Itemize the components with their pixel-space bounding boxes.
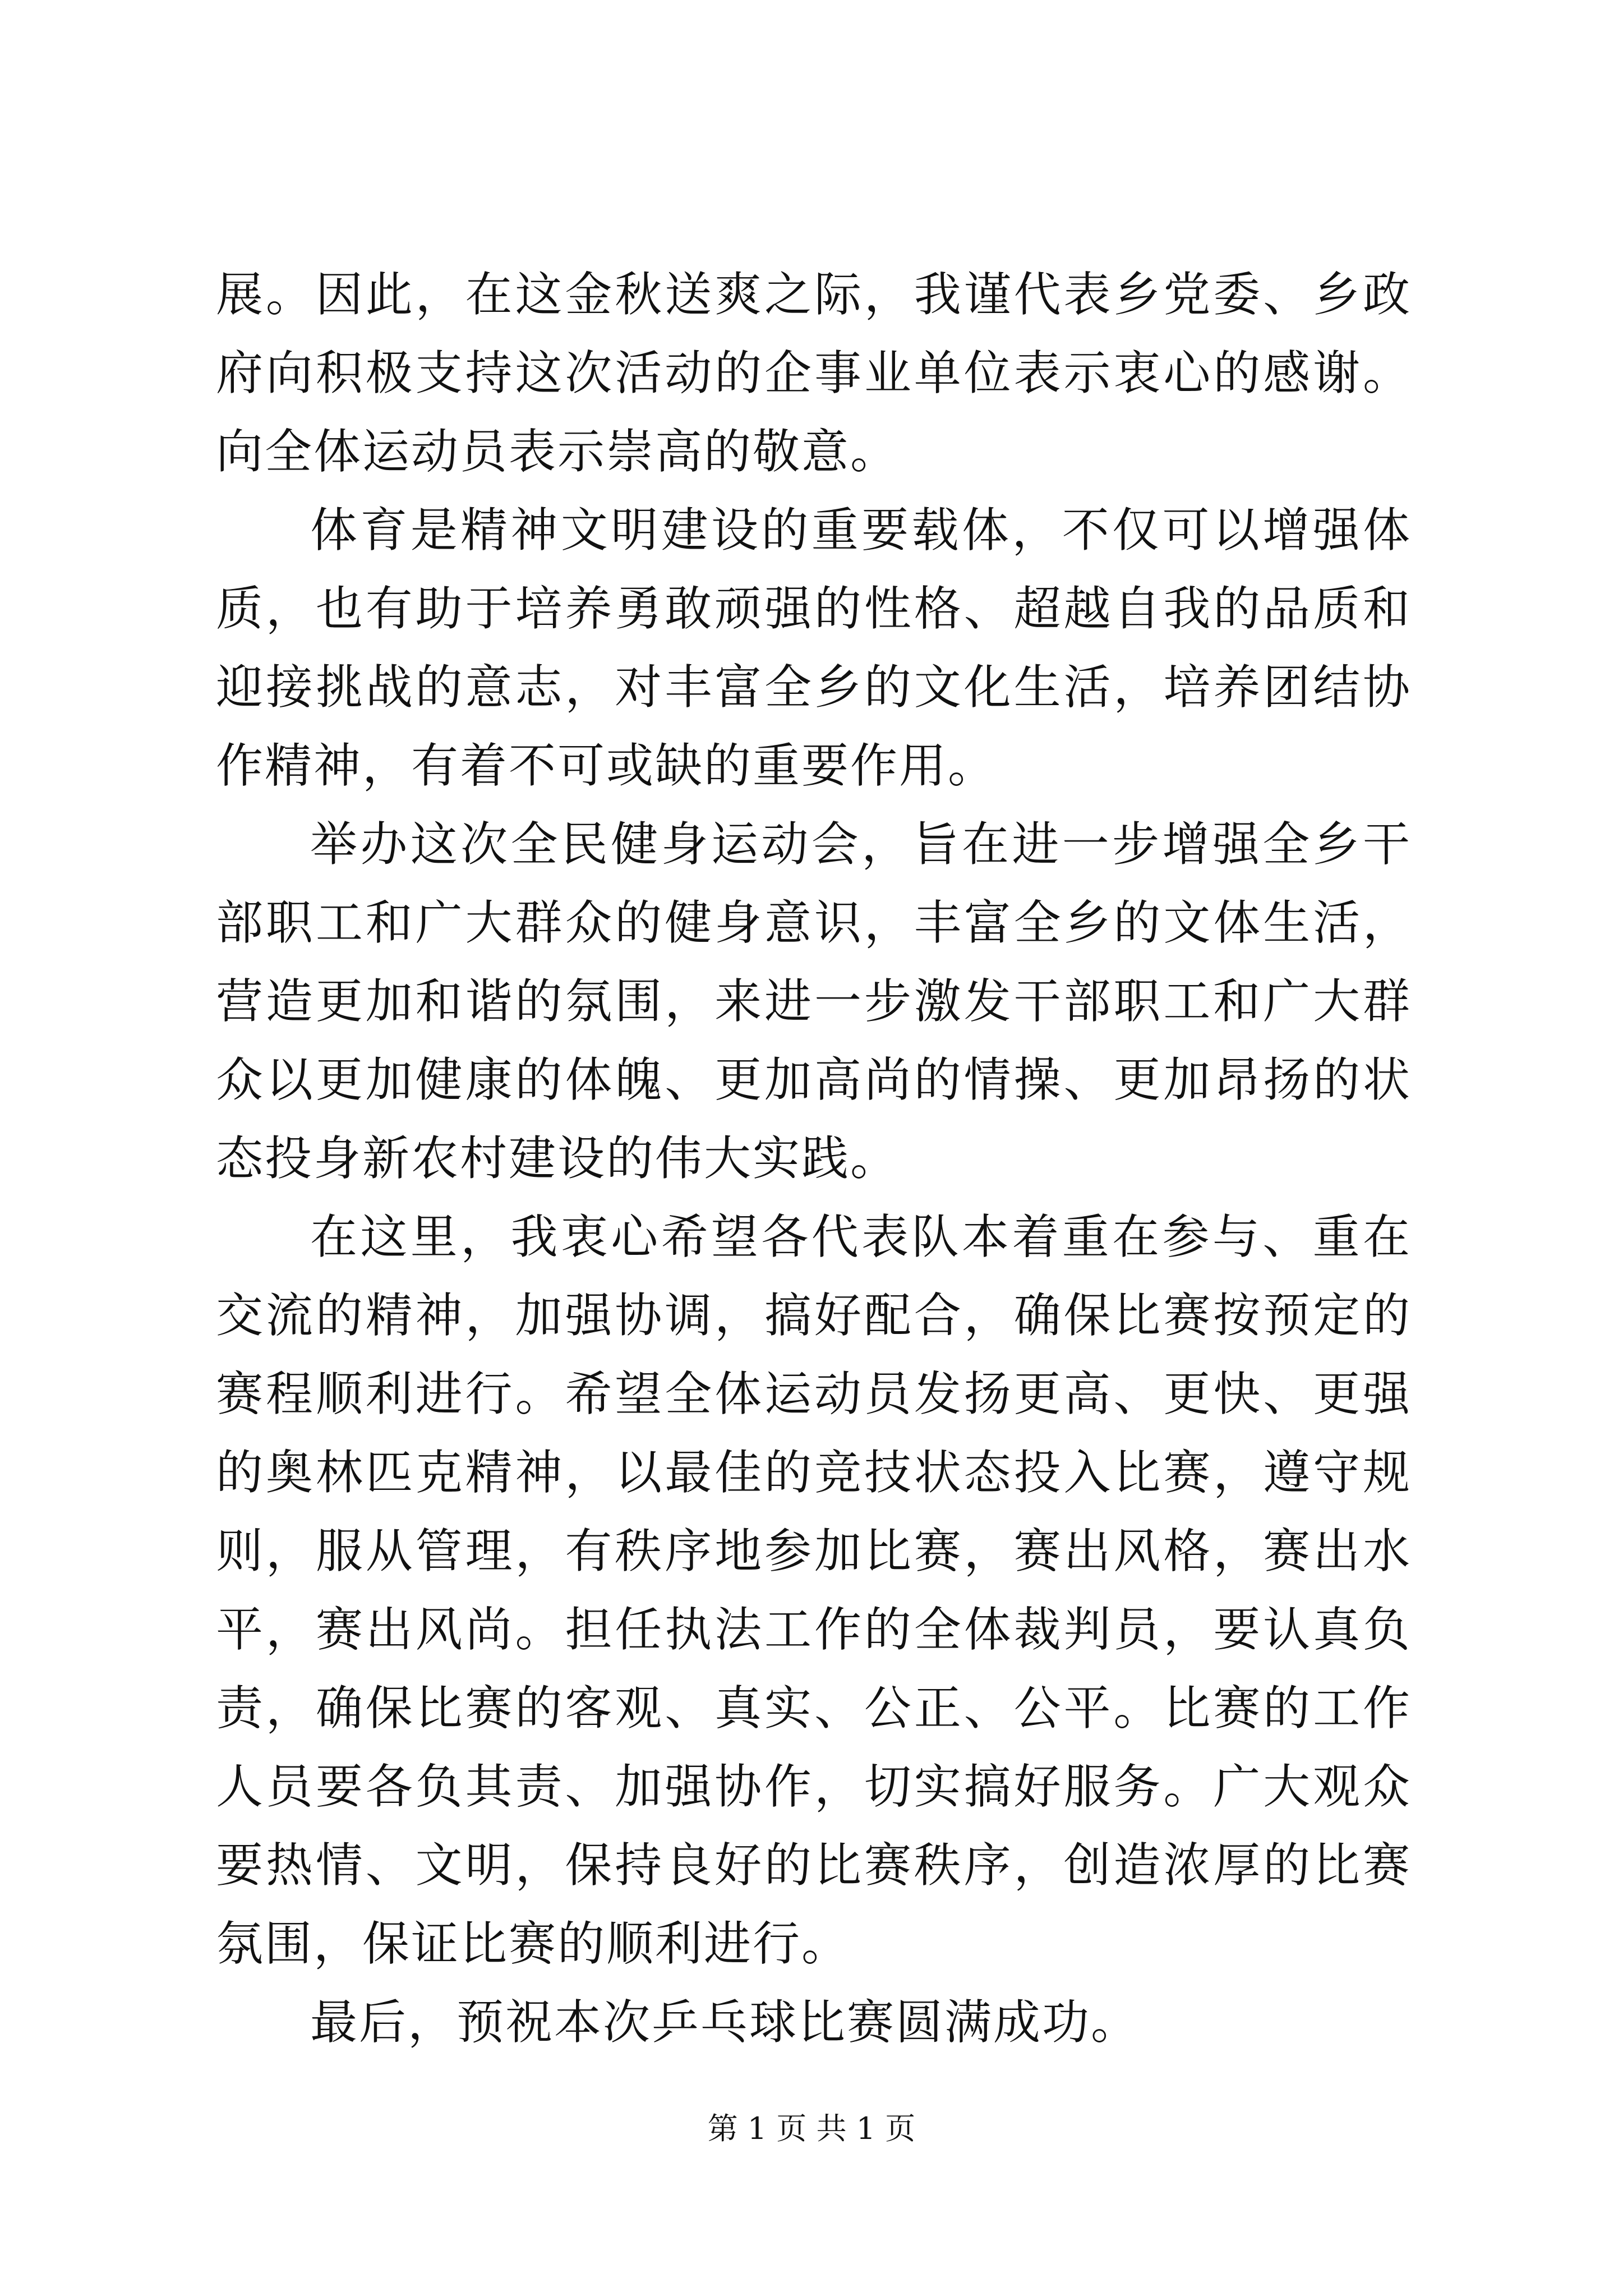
- document-body: [216, 255, 1412, 2062]
- paragraph-4: 在这里，我衷心希望各代表队本着重在参与、重在交流的精神，加强协调，搞好配合，确保比赛按预定的赛程顺利进行。希望全体运动员发扬更高、更快、更强的奥林匹克精神，以最佳的竞技状态投入比赛，遵守规则，服从管理，有秩序地参加比赛，赛出风格，赛出水平，赛出风尚。担任执法工作的全体裁判员，要认真负责，确保比赛的客观、真实、公正、公平。比赛的工作人员要各负其责、加强协作，切实搞好服务。广大观众要热情、文明，保持良好的比赛秩序，创造浓厚的比赛氛围，保证比赛的顺利进行。: [216, 1209, 1412, 1971]
- paragraph-2: 体育是精神文明建设的重要载体，不仅可以增强体质，也有助于培养勇敢顽强的性格、超越自我的品质和迎接挑战的意志，对丰富全乡的文化生活，培养团结协作精神，有着不可或缺的重要作用。: [216, 503, 1412, 793]
- paragraph-5: 最后，预祝本次乒乓球比赛圆满成功。: [310, 1995, 1140, 2050]
- page-footer: 第 1 页 共 1 页: [707, 2111, 916, 2146]
- paragraph-3: 举办这次全民健身运动会，旨在进一步增强全乡干部职工和广大群众的健身意识，丰富全乡的文体生活，营造更加和谐的氛围，来进一步激发干部职工和广大群众以更加健康的体魄、更加高尚的情操、更加昂扬的状态投身新农村建设的伟大实践。: [216, 817, 1412, 1186]
- paragraph-1: 展。因此，在这金秋送爽之际，我谨代表乡党委、乡政府向积极支持这次活动的企事业单位表示衷心的感谢。向全体运动员表示崇高的敬意。: [216, 267, 1412, 479]
